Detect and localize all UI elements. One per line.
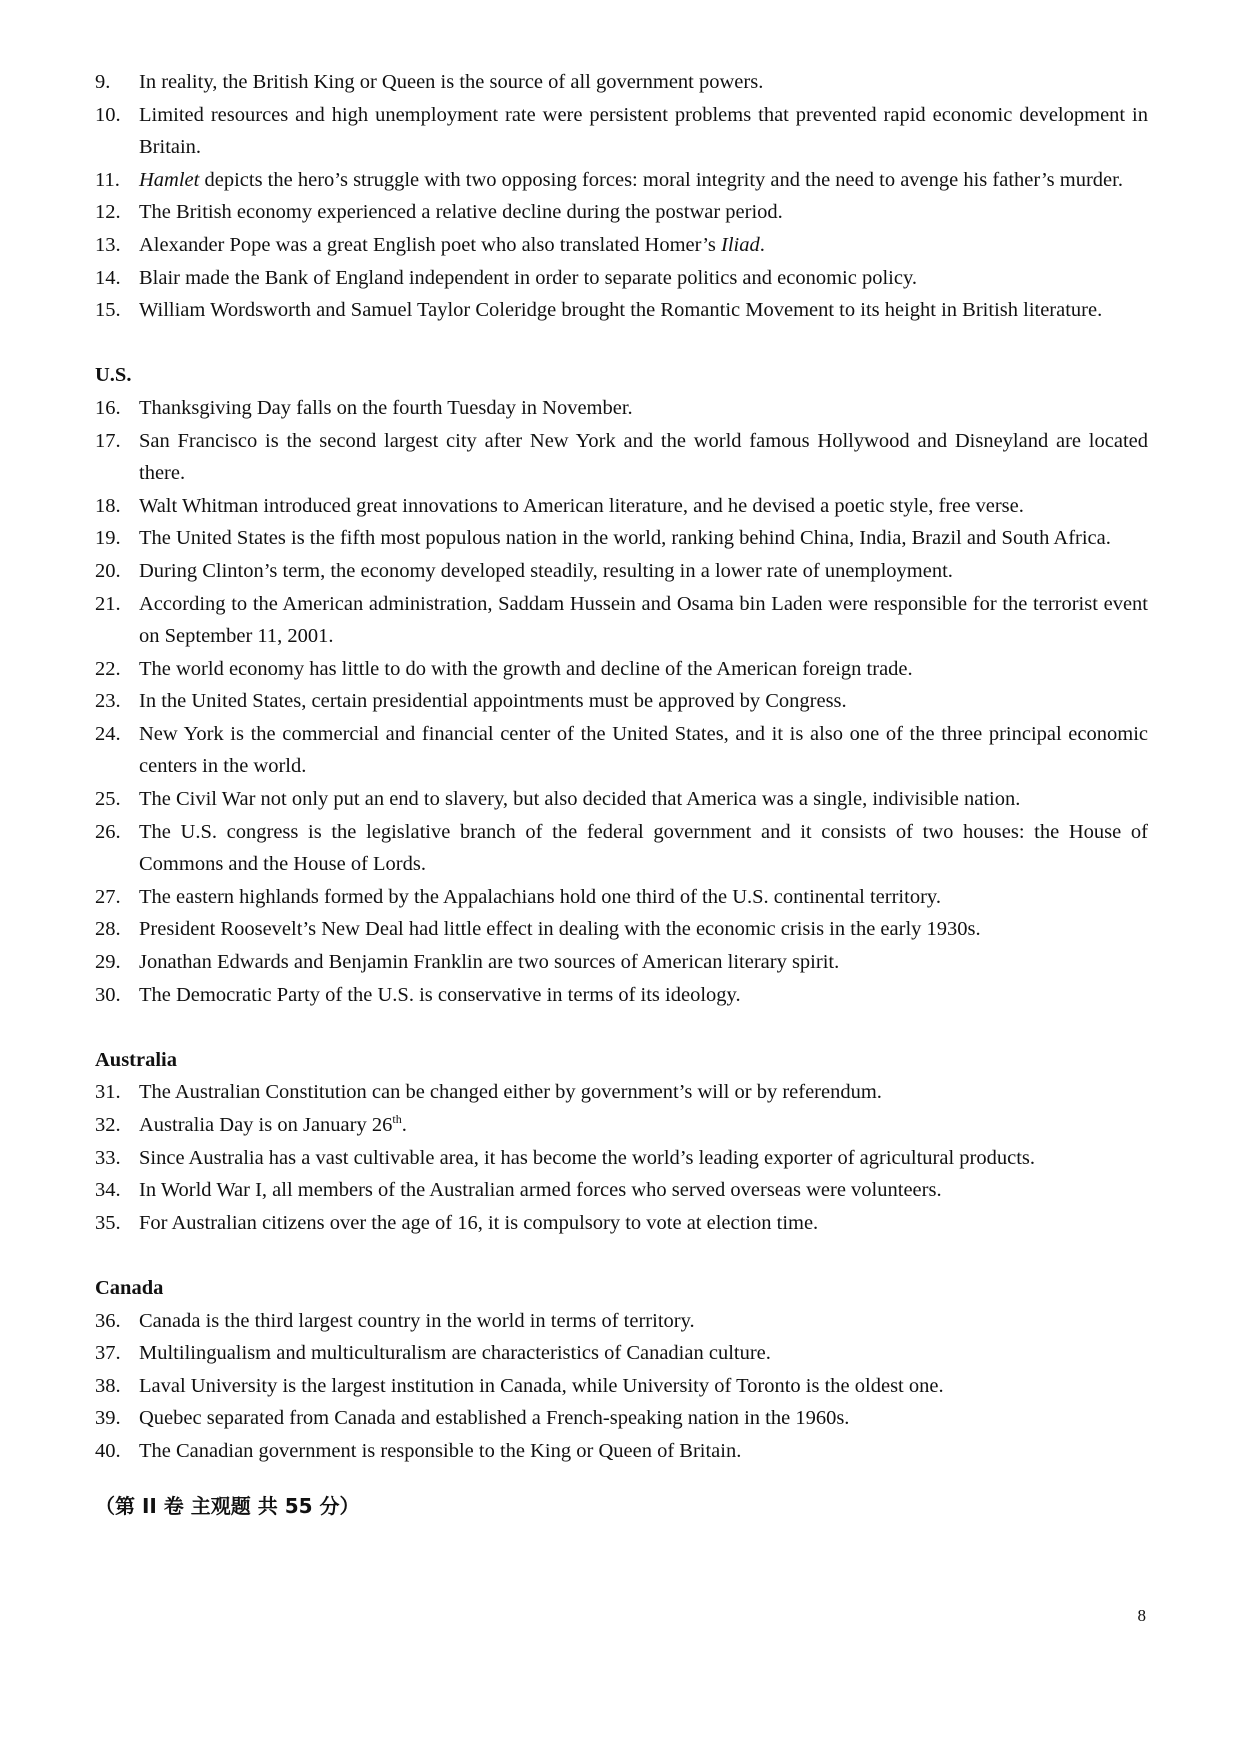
- question-number: 34.: [95, 1179, 121, 1202]
- question-text: [139, 262, 1148, 295]
- text-run: The United States is the fifth most populous nation in the world, ranking behind China, India, Brazil and South Africa.: [139, 527, 1111, 550]
- question-text: [139, 425, 1148, 490]
- text-run: The U.S. congress is the legislative branch of the federal government and it consists of two houses: the House of Commons and the House of Lords.: [139, 820, 1148, 876]
- ordinal-suffix: th: [392, 1112, 402, 1127]
- question-number: 25.: [95, 788, 121, 811]
- question-number: 37.: [95, 1342, 121, 1365]
- question-text: [139, 1402, 1148, 1435]
- question-item: [95, 685, 1148, 718]
- text-run: The Civil War not only put an end to slavery, but also decided that America was a single, indivisible nation.: [139, 788, 1021, 811]
- italic-title: Hamlet: [139, 168, 200, 191]
- question-text: [139, 881, 1148, 914]
- text-run: In the United States, certain presidential appointments must be approved by Congress.: [139, 690, 847, 713]
- question-text: [139, 490, 1148, 523]
- text-run: Blair made the Bank of England independent in order to separate politics and economic policy.: [139, 266, 917, 289]
- part-title: （第 II 卷 主观题 共 55 分）: [95, 1493, 360, 1518]
- question-text: [139, 816, 1148, 881]
- question-text: [139, 196, 1148, 229]
- question-item: [95, 588, 1148, 653]
- question-item: [95, 653, 1148, 686]
- question-item: [95, 425, 1148, 490]
- question-item: [95, 66, 1148, 99]
- document-page: [95, 66, 1148, 1522]
- question-text: [139, 1174, 1148, 1207]
- question-item: [95, 229, 1148, 262]
- question-item: [95, 1402, 1148, 1435]
- text-run: Australia Day is on January 26: [139, 1114, 393, 1136]
- text-run: Walt Whitman introduced great innovations to American literature, and he devised a poetic style, free verse.: [139, 494, 1024, 517]
- question-number: 26.: [95, 820, 121, 843]
- question-text: [139, 66, 1148, 99]
- question-text: [139, 1109, 1148, 1142]
- section-heading: Australia: [95, 1048, 177, 1071]
- question-number: 36.: [95, 1309, 121, 1332]
- text-run: In reality, the British King or Queen is the source of all government powers.: [139, 71, 764, 93]
- text-run: Since Australia has a vast cultivable area, it has become the world’s leading exporter of agricultural products.: [139, 1146, 1036, 1169]
- text-run: Laval University is the largest institution in Canada, while University of Toronto is the oldest one.: [139, 1374, 944, 1397]
- question-number: 11.: [95, 168, 120, 191]
- question-item: [95, 1435, 1148, 1468]
- question-sections: [95, 66, 1148, 1468]
- question-text: [139, 913, 1148, 946]
- question-text: [139, 1142, 1148, 1175]
- question-item: [95, 1142, 1148, 1175]
- text-run: The world economy has little to do with the growth and decline of the American foreign trade.: [139, 657, 913, 680]
- question-text: [139, 653, 1148, 686]
- text-run: depicts the hero’s struggle with two opposing forces: moral integrity and the need to avenge his father’s murder.: [199, 168, 1123, 191]
- text-run: The British economy experienced a relative decline during the postwar period.: [139, 201, 783, 224]
- question-item: [95, 99, 1148, 164]
- question-number: 39.: [95, 1407, 121, 1430]
- question-number: 33.: [95, 1146, 121, 1169]
- section-heading: U.S.: [95, 364, 132, 387]
- question-number: 35.: [95, 1211, 121, 1234]
- question-number: 20.: [95, 559, 121, 582]
- question-item: [95, 294, 1148, 327]
- question-number: 24.: [95, 722, 121, 745]
- question-item: [95, 718, 1148, 783]
- question-number: 10.: [95, 103, 121, 126]
- question-number: 17.: [95, 429, 121, 452]
- text-run: For Australian citizens over the age of 16, it is compulsory to vote at election time.: [139, 1211, 819, 1234]
- text-run: The Democratic Party of the U.S. is conservative in terms of its ideology.: [139, 983, 741, 1006]
- question-text: [139, 164, 1148, 197]
- question-number: 23.: [95, 690, 121, 713]
- text-run: Thanksgiving Day falls on the fourth Tuesday in November.: [139, 396, 633, 419]
- question-text: [139, 99, 1148, 164]
- text-run: Multilingualism and multiculturalism are characteristics of Canadian culture.: [139, 1342, 771, 1365]
- question-text: [139, 522, 1148, 555]
- question-text: [139, 1076, 1148, 1109]
- text-run: .: [401, 1114, 407, 1136]
- question-text: [139, 392, 1148, 425]
- question-item: [95, 913, 1148, 946]
- question-item: [95, 490, 1148, 523]
- question-item: [95, 522, 1148, 555]
- question-number: 30.: [95, 983, 121, 1006]
- text-run: During Clinton’s term, the economy developed steadily, resulting in a lower rate of unemployment.: [139, 559, 953, 582]
- text-run: Canada is the third largest country in the world in terms of territory.: [139, 1309, 695, 1332]
- text-run: Quebec separated from Canada and established a French-speaking nation in the 1960s.: [139, 1407, 850, 1430]
- question-item: [95, 816, 1148, 881]
- question-text: [139, 718, 1148, 783]
- question-number: 12.: [95, 201, 121, 224]
- question-text: [139, 946, 1148, 979]
- question-number: 18.: [95, 494, 121, 517]
- question-number: 29.: [95, 951, 121, 974]
- question-item: [95, 1370, 1148, 1403]
- question-number: 21.: [95, 592, 121, 615]
- question-item: [95, 783, 1148, 816]
- question-item: [95, 1174, 1148, 1207]
- question-number: 31.: [95, 1081, 121, 1104]
- text-run: New York is the commercial and financial center of the United States, and it is also one of the three principal economic centers in the world.: [139, 722, 1148, 778]
- text-run: .: [759, 233, 765, 256]
- question-text: [139, 229, 1148, 262]
- text-run: Limited resources and high unemployment rate were persistent problems that prevented rapid economic development in Britain.: [139, 103, 1148, 159]
- italic-title: Iliad: [721, 233, 760, 256]
- question-number: 28.: [95, 918, 121, 941]
- question-number: 15.: [95, 299, 121, 322]
- text-run: President Roosevelt’s New Deal had little effect in dealing with the economic crisis in the early 1930s.: [139, 918, 981, 941]
- question-text: [139, 1435, 1148, 1468]
- question-text: [139, 294, 1148, 327]
- text-run: San Francisco is the second largest city after New York and the world famous Hollywood and Disneyland are located there.: [139, 429, 1148, 485]
- page-number: 8: [1137, 1606, 1146, 1625]
- question-item: [95, 881, 1148, 914]
- question-item: [95, 392, 1148, 425]
- question-text: [139, 783, 1148, 816]
- question-item: [95, 1305, 1148, 1338]
- question-item: [95, 262, 1148, 295]
- question-item: [95, 1207, 1148, 1240]
- question-number: 14.: [95, 266, 121, 289]
- text-run: The Canadian government is responsible to the King or Queen of Britain.: [139, 1439, 742, 1462]
- question-text: [139, 685, 1148, 718]
- question-number: 32.: [95, 1114, 121, 1136]
- question-item: [95, 1076, 1148, 1109]
- question-number: 9.: [95, 71, 111, 93]
- text-run: In World War I, all members of the Australian armed forces who served overseas were volunteers.: [139, 1179, 942, 1202]
- question-item: [95, 196, 1148, 229]
- question-number: 38.: [95, 1374, 121, 1397]
- question-item: [95, 1337, 1148, 1370]
- text-run: The eastern highlands formed by the Appalachians hold one third of the U.S. continental territory.: [139, 885, 941, 908]
- question-text: [139, 555, 1148, 588]
- text-run: Jonathan Edwards and Benjamin Franklin are two sources of American literary spirit.: [139, 951, 840, 974]
- text-run: Alexander Pope was a great English poet who also translated Homer’s: [139, 233, 722, 256]
- question-number: 16.: [95, 396, 121, 419]
- question-text: [139, 1207, 1148, 1240]
- question-item: [95, 164, 1148, 197]
- section-heading: Canada: [95, 1276, 164, 1299]
- question-item: [95, 979, 1148, 1012]
- question-text: [139, 1305, 1148, 1338]
- question-number: 27.: [95, 885, 121, 908]
- question-text: [139, 1370, 1148, 1403]
- question-number: 19.: [95, 527, 121, 550]
- question-text: [139, 1337, 1148, 1370]
- question-text: [139, 979, 1148, 1012]
- question-number: 22.: [95, 657, 121, 680]
- question-number: 40.: [95, 1439, 121, 1462]
- question-number: 13.: [95, 233, 121, 256]
- text-run: According to the American administration, Saddam Hussein and Osama bin Laden were responsible for the terrorist event on September 11, 2001.: [139, 592, 1148, 648]
- question-item: [95, 555, 1148, 588]
- text-run: William Wordsworth and Samuel Taylor Coleridge brought the Romantic Movement to its height in British literature.: [139, 299, 1103, 322]
- question-item: [95, 1109, 1148, 1142]
- text-run: The Australian Constitution can be changed either by government’s will or by referendum.: [139, 1081, 882, 1104]
- question-item: [95, 946, 1148, 979]
- question-text: [139, 588, 1148, 653]
